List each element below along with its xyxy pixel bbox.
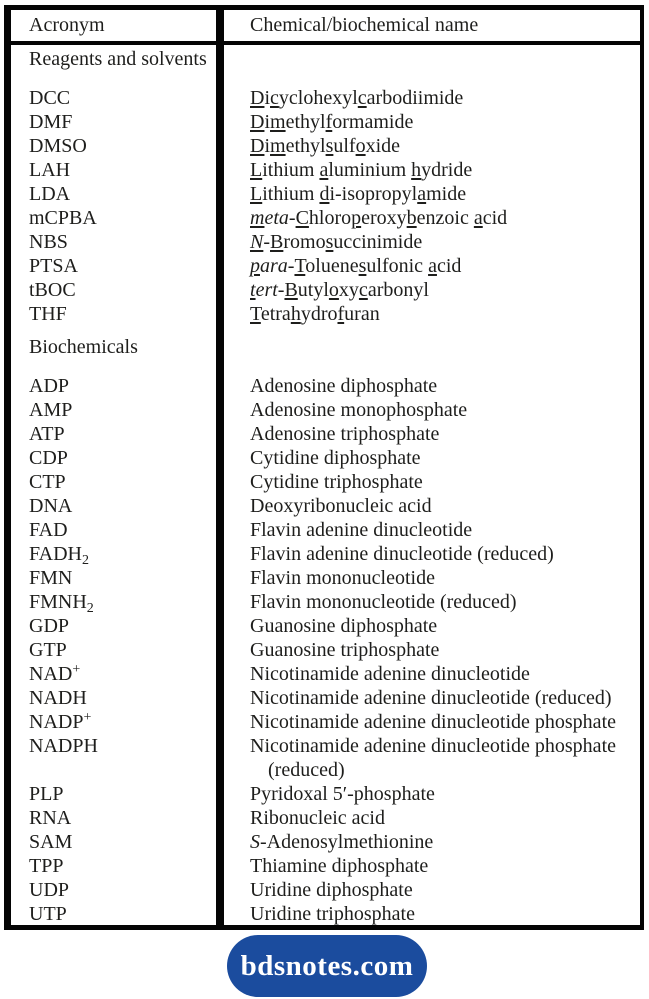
- table-row: [11, 230, 640, 254]
- table-row: [11, 374, 640, 398]
- table-section: [11, 335, 640, 926]
- name-cell: Nicotinamide adenine dinucleotide (reduced): [250, 687, 612, 709]
- section-label-row: [11, 47, 640, 71]
- table-row: [11, 854, 640, 878]
- acronym-cell: NAD+: [29, 662, 81, 685]
- acronym-cell: DCC: [29, 87, 71, 109]
- name-cell: Dicyclohexylcarbodiimide: [250, 87, 464, 109]
- header-chemical-name: Chemical/biochemical name: [250, 14, 479, 36]
- acronym-cell: CDP: [29, 447, 68, 469]
- acronym-cell: RNA: [29, 807, 72, 829]
- table-row: [11, 638, 640, 662]
- name-cell: Lithium aluminium hydride: [250, 159, 473, 181]
- name-cell: Flavin adenine dinucleotide (reduced): [250, 543, 554, 565]
- table-row: [11, 446, 640, 470]
- table-row: [11, 734, 640, 782]
- acronym-cell: SAM: [29, 831, 73, 853]
- table-row: [11, 566, 640, 590]
- table-row: [11, 518, 640, 542]
- acronym-cell: THF: [29, 303, 67, 325]
- name-cell: Tetrahydrofuran: [250, 303, 380, 325]
- acronym-cell: DNA: [29, 495, 73, 517]
- section-label-row: [11, 335, 640, 359]
- acronym-cell: GTP: [29, 639, 67, 661]
- table-body: [11, 47, 640, 926]
- name-cell: Nicotinamide adenine dinucleotide: [250, 663, 530, 685]
- name-cell: Adenosine triphosphate: [250, 423, 440, 445]
- acronym-cell: FAD: [29, 519, 68, 541]
- acronym-cell: NBS: [29, 231, 68, 253]
- section-rows: [11, 86, 640, 326]
- name-cell: Thiamine diphosphate: [250, 855, 429, 877]
- table-row: [11, 86, 640, 110]
- acronym-cell: NADPH: [29, 735, 98, 757]
- name-cell: Lithium di-isopropylamide: [250, 183, 467, 205]
- table-row: [11, 158, 640, 182]
- table-row: [11, 398, 640, 422]
- name-cell: Flavin adenine dinucleotide: [250, 519, 473, 541]
- bdsnotes-link[interactable]: bdsnotes.com: [227, 935, 427, 997]
- table-row: [11, 902, 640, 926]
- acronym-cell: tBOC: [29, 279, 76, 301]
- table-row: [11, 182, 640, 206]
- acronym-cell: AMP: [29, 399, 73, 421]
- acronym-cell: mCPBA: [29, 207, 97, 229]
- table-row: [11, 710, 640, 734]
- table-header-row: [11, 10, 640, 45]
- column-divider: [216, 10, 224, 925]
- acronym-cell: FMN: [29, 567, 73, 589]
- name-cell: para-Toluenesulfonic acid: [250, 255, 462, 277]
- acronym-cell: TPP: [29, 855, 64, 877]
- acronym-cell: DMSO: [29, 135, 87, 157]
- acronym-cell: PLP: [29, 783, 64, 805]
- table-row: [11, 830, 640, 854]
- table-row: [11, 470, 640, 494]
- table-section: [11, 47, 640, 326]
- section-label: Reagents and solvents: [29, 48, 207, 70]
- name-cell: S-Adenosylmethionine: [250, 831, 434, 853]
- name-cell: Nicotinamide adenine dinucleotide phosphate (reduced): [250, 735, 616, 781]
- table-row: [11, 278, 640, 302]
- table-row: [11, 662, 640, 686]
- table-row: [11, 782, 640, 806]
- acronym-cell: ADP: [29, 375, 70, 397]
- name-cell: meta-Chloroperoxybenzoic acid: [250, 207, 508, 229]
- acronym-cell: GDP: [29, 615, 70, 637]
- acronym-cell: $FADH_2$: [29, 543, 89, 568]
- name-cell: Guanosine triphosphate: [250, 639, 440, 661]
- table-row: [11, 806, 640, 830]
- acronym-cell: UTP: [29, 903, 67, 925]
- name-cell: Adenosine diphosphate: [250, 375, 438, 397]
- acronym-table: [4, 5, 644, 930]
- table-row: [11, 134, 640, 158]
- name-cell: Cytidine diphosphate: [250, 447, 421, 469]
- acronym-cell: NADP+: [29, 710, 92, 733]
- table-row: [11, 878, 640, 902]
- acronym-cell: LDA: [29, 183, 71, 205]
- section-label-spacer: [224, 335, 640, 359]
- name-cell: Deoxyribonucleic acid: [250, 495, 432, 517]
- acronym-cell: UDP: [29, 879, 70, 901]
- table-row: [11, 206, 640, 230]
- name-cell: Dimethylformamide: [250, 111, 414, 133]
- name-cell: N-Bromosuccinimide: [250, 231, 423, 253]
- acronym-cell: ATP: [29, 423, 65, 445]
- table-row: [11, 590, 640, 614]
- name-cell: Adenosine monophosphate: [250, 399, 468, 421]
- name-cell: Flavin mononucleotide: [250, 567, 435, 589]
- section-label-spacer: [224, 47, 640, 71]
- section-rows: [11, 374, 640, 926]
- table-row: [11, 494, 640, 518]
- header-acronym: Acronym: [29, 14, 105, 36]
- section-label: Biochemicals: [29, 336, 138, 358]
- name-cell: Uridine triphosphate: [250, 903, 415, 925]
- name-cell: Guanosine diphosphate: [250, 615, 438, 637]
- name-cell: Ribonucleic acid: [250, 807, 385, 829]
- name-cell: Uridine diphosphate: [250, 879, 413, 901]
- name-cell: Nicotinamide adenine dinucleotide phosphate: [250, 711, 616, 733]
- name-cell: Pyridoxal 5′-phosphate: [250, 783, 435, 805]
- name-cell: Flavin mononucleotide (reduced): [250, 591, 517, 613]
- table-row: [11, 686, 640, 710]
- table-row: [11, 110, 640, 134]
- name-cell: tert-Butyloxycarbonyl: [250, 279, 429, 301]
- name-cell: Dimethylsulfoxide: [250, 135, 401, 157]
- acronym-cell: NADH: [29, 687, 87, 709]
- table-row: [11, 302, 640, 326]
- acronym-cell: DMF: [29, 111, 73, 133]
- acronym-cell: $FMNH_2$: [29, 591, 94, 616]
- table-row: [11, 614, 640, 638]
- acronym-cell: CTP: [29, 471, 66, 493]
- name-cell: Cytidine triphosphate: [250, 471, 423, 493]
- table-row: [11, 542, 640, 566]
- table-row: [11, 422, 640, 446]
- table-row: [11, 254, 640, 278]
- acronym-cell: PTSA: [29, 255, 78, 277]
- acronym-cell: LAH: [29, 159, 71, 181]
